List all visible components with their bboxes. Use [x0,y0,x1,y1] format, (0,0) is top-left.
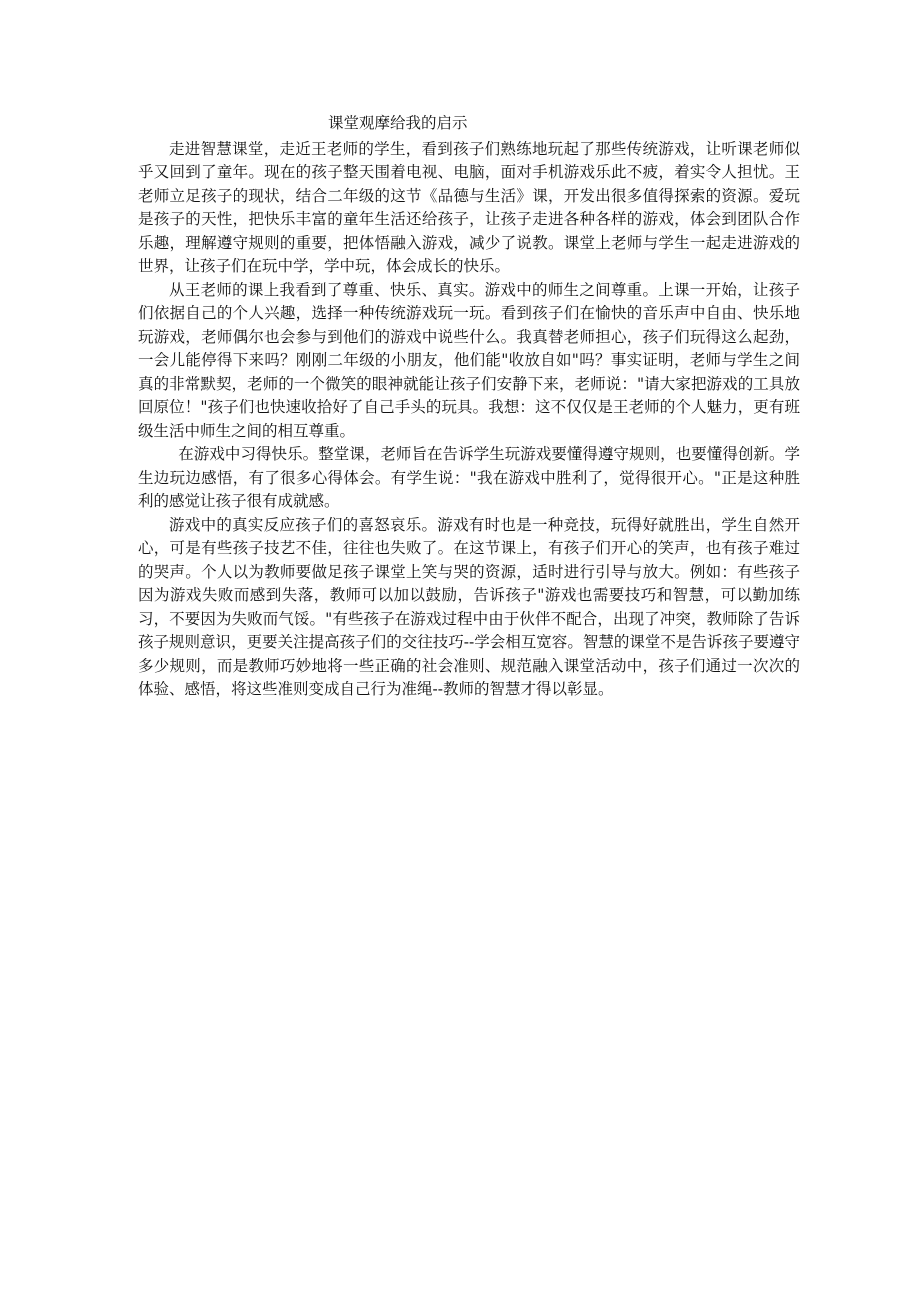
document-body [138,112,800,702]
paragraph-1: 走进智慧课堂，走近王老师的学生，看到孩子们熟练地玩起了那些传统游戏，让听课老师似乎又回到了童年。现在的孩子整天围着电视、电脑，面对手机游戏乐此不疲，着实令人担忧。王老师立足孩子的现状，结合二年级的这节《品德与生活》课，开发出很多值得探索的资源。爱玩是孩子的天性，把快乐丰富的童年生活还给孩子，让孩子走进各种各样的游戏，体会到团队合作乐趣，理解遵守规则的重要，把体悟融入游戏，减少了说教。课堂上老师与学生一起走进游戏的世界，让孩子们在玩中学，学中玩，体会成长的快乐。 [138,139,800,275]
paragraph-2: 从王老师的课上我看到了尊重、快乐、真实。游戏中的师生之间尊重。上课一开始，让孩子们依据自己的个人兴趣，选择一种传统游戏玩一玩。看到孩子们在愉快的音乐声中自由、快乐地玩游戏，老师偶尔也会参与到他们的游戏中说些什么。我真替老师担心，孩子们玩得这么起劲，一会儿能停得下来吗？刚刚二年级的小朋友，他们能"收放自如"吗？事实证明，老师与学生之间真的非常默契，老师的一个微笑的眼神就能让孩子们安静下来，老师说："请大家把游戏的工具放回原位！"孩子们也快速收拾好了自己手头的玩具。我想：这不仅仅是王老师的个人魅力，更有班级生活中师生之间的相互尊重。 [138,280,800,440]
paragraph-3: 在游戏中习得快乐。整堂课，老师旨在告诉学生玩游戏要懂得遵守规则，也要懂得创新。学生边玩边感悟，有了很多心得体会。有学生说："我在游戏中胜利了，觉得很开心。"正是这种胜利的感觉让孩子很有成就感。 [138,445,800,510]
document-title: 课堂观摩给我的启示 [328,114,468,132]
paragraph-4: 游戏中的真实反应孩子们的喜怒哀乐。游戏有时也是一种竞技，玩得好就胜出，学生自然开心，可是有些孩子技艺不佳，往往也失败了。在这节课上，有孩子们开心的笑声，也有孩子难过的哭声。个人以为教师要做足孩子课堂上笑与哭的资源，适时进行引导与放大。例如：有些孩子因为游戏失败而感到失落，教师可以加以鼓励，告诉孩子"游戏也需要技巧和智慧，可以勤加练习，不要因为失败而气馁。"有些孩子在游戏过程中由于伙伴不配合，出现了冲突，教师除了告诉孩子规则意识，更要关注提高孩子们的交往技巧--学会相互宽容。智慧的课堂不是告诉孩子要遵守多少规则，而是教师巧妙地将一些正确的社会准则、规范融入课堂活动中，孩子们通过一次次的体验、感悟，将这些准则变成自己行为准绳--教师的智慧才得以彰显。 [138,515,800,698]
